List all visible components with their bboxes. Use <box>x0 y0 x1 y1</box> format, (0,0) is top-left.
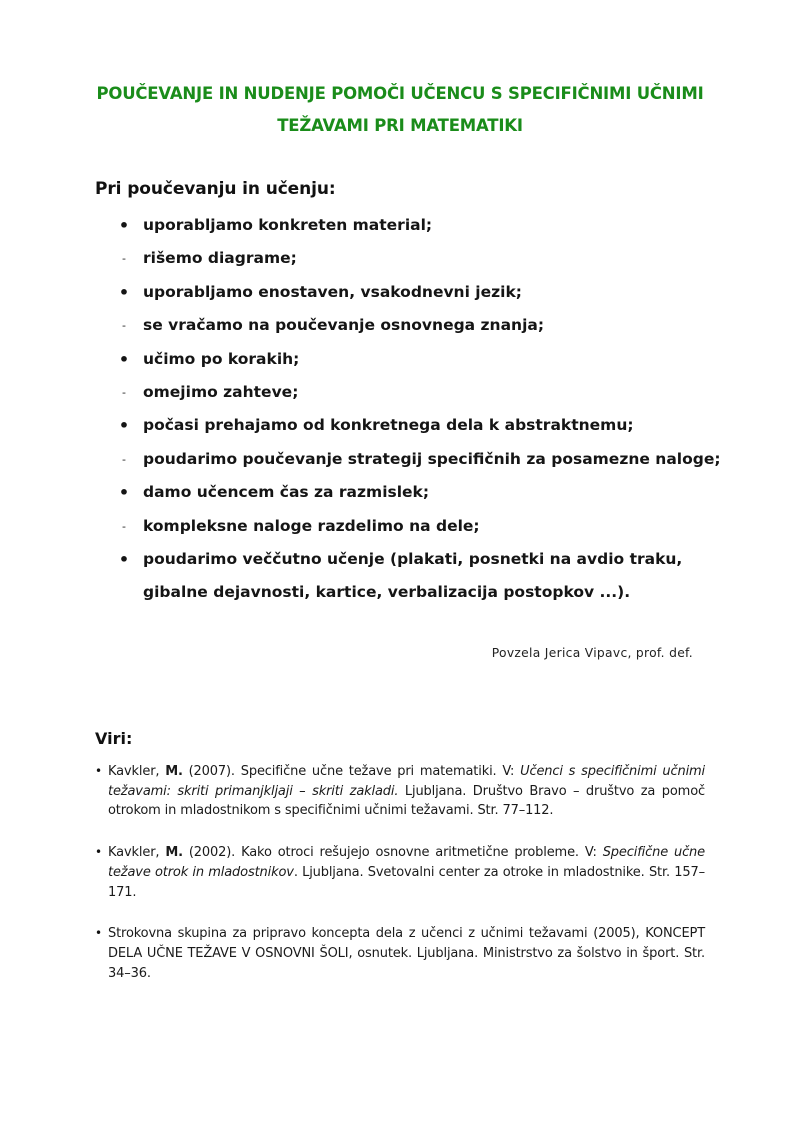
reference-item <box>0 762 800 821</box>
list-item <box>0 309 800 342</box>
title-line-2: TEŽAVAMI PRI MATEMATIKI <box>277 116 523 135</box>
list-item <box>0 209 800 242</box>
bullet-icon: • <box>118 349 130 369</box>
reference-author: Kavkler, <box>108 845 160 861</box>
author-note: Povzela Jerica Vipavc, prof. def. <box>491 646 693 660</box>
reference-author-initial: M. <box>165 845 183 861</box>
list-item-text: rišemo diagrame; <box>143 249 297 268</box>
list-item <box>0 443 800 476</box>
list-item-text: počasi prehajamo od konkretnega dela k abstraktnemu; <box>143 416 634 435</box>
reference-text <box>108 762 705 821</box>
list-item-text: kompleksne naloge razdelimo na dele; <box>143 516 480 535</box>
reference-item <box>0 843 800 902</box>
reference-book-title: Specifične učne težave otrok in mladostnikov <box>108 845 705 880</box>
bullet-icon: • <box>118 549 130 569</box>
list-item <box>0 543 800 610</box>
reference-author-initial: M. <box>165 764 183 779</box>
bullet-icon: • <box>118 483 130 503</box>
references-heading: Viri: <box>95 729 133 748</box>
reference-text: Strokovna skupina za pripravo koncepta dela z učenci z učnimi težavami (2005), KONCEPT DELA UČNE TEŽAVE V OSNOVNI ŠOLI, osnutek. Ljubljana. Ministrstvo za šolstvo in šport. Str. 34–36. <box>108 926 705 981</box>
dash-icon: - <box>122 385 126 399</box>
dash-icon: - <box>122 252 126 266</box>
list-item-text: učimo po korakih; <box>143 349 300 368</box>
list-item-text: se vračamo na poučevanje osnovnega znanja; <box>143 316 545 335</box>
list-item-text: omejimo zahteve; <box>143 382 299 401</box>
reference-year-title: (2002). Kako otroci rešujejo osnovne aritmetične probleme. V: <box>188 845 597 861</box>
bullet-icon: • <box>95 845 103 860</box>
bullet-icon: • <box>95 926 103 941</box>
reference-publisher: Ljubljana. Društvo Bravo – društvo za pomoč otrokom in mladostnikom s specifičnimi učnimi težavami. Str. 77–112. <box>108 783 705 819</box>
reference-year-title: (2007). Specifične učne težave pri matematiki. V: <box>188 764 515 779</box>
references-list <box>0 762 800 1005</box>
section-heading: Pri poučevanju in učenju: <box>95 179 336 199</box>
dash-icon: - <box>122 319 126 333</box>
list-item <box>0 343 800 376</box>
list-item <box>0 242 800 275</box>
list-item <box>0 276 800 309</box>
list-item <box>0 510 800 543</box>
document-title <box>60 78 740 142</box>
list-item <box>0 476 800 509</box>
list-item <box>0 409 800 442</box>
reference-publisher: . Ljubljana. Svetovalni center za otroke in mladostnike. Str. 157–171. <box>108 864 705 900</box>
bullet-icon: • <box>118 416 130 436</box>
reference-text <box>108 843 705 902</box>
list-item-text: uporabljamo konkreten material; <box>143 216 433 234</box>
title-line-1: POUČEVANJE IN NUDENJE POMOČI UČENCU S SPECIFIČNIMI UČNIMI <box>96 84 704 103</box>
list-item-text-line-1: poudarimo veččutno učenje (plakati, posnetki na avdio traku, <box>143 549 683 568</box>
dash-icon: - <box>122 519 126 533</box>
bullet-icon: • <box>95 764 103 778</box>
list-item-text: uporabljamo enostaven, vsakodnevni jezik; <box>143 282 522 301</box>
list-item-text: poudarimo poučevanje strategij specifičnih za posamezne naloge; <box>143 449 721 468</box>
reference-author: Kavkler, <box>108 764 160 779</box>
teaching-list <box>0 209 800 610</box>
list-item-text-line-2: gibalne dejavnosti, kartice, verbalizacija postopkov ...). <box>143 583 631 602</box>
dash-icon: - <box>122 452 126 466</box>
reference-book-title: Učenci s specifičnimi učnimi težavami: skriti primanjkljaji – skriti zakladi. <box>108 764 706 799</box>
bullet-icon: • <box>118 216 130 235</box>
list-item-text: damo učencem čas za razmislek; <box>143 483 430 502</box>
reference-item <box>0 924 800 983</box>
list-item <box>0 376 800 409</box>
bullet-icon: • <box>118 282 130 302</box>
